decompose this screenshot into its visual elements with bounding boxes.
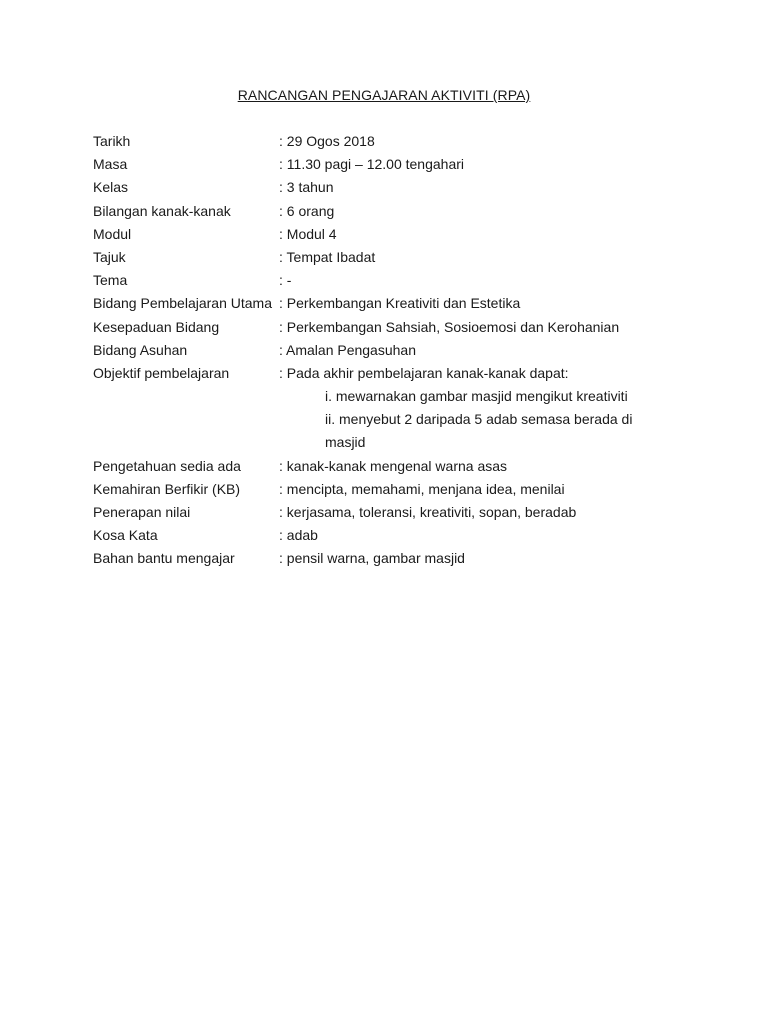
field-value: : mencipta, memahami, menjana idea, menilai bbox=[279, 480, 565, 497]
objective-item bbox=[93, 409, 713, 432]
field-label: Kelas bbox=[93, 179, 129, 196]
objective-item-continuation bbox=[93, 432, 713, 455]
field-label: Modul bbox=[93, 225, 132, 242]
field-row-kemahiran bbox=[93, 479, 713, 502]
field-label: Kosa Kata bbox=[93, 527, 158, 544]
field-label: Masa bbox=[93, 156, 128, 173]
field-row-penerapan bbox=[93, 502, 713, 525]
objective-text: i. mewarnakan gambar masjid mengikut kreativiti bbox=[325, 388, 628, 405]
field-row-kosa-kata bbox=[93, 525, 713, 548]
field-row-modul bbox=[93, 224, 713, 247]
field-value: : Amalan Pengasuhan bbox=[279, 341, 416, 358]
field-row-pengetahuan bbox=[93, 456, 713, 479]
field-row-tema bbox=[93, 270, 713, 293]
field-row-bidang-utama bbox=[93, 293, 713, 316]
field-value: : kerjasama, toleransi, kreativiti, sopan, beradab bbox=[279, 504, 577, 520]
field-value: : adab bbox=[279, 527, 318, 544]
field-row-bahan-bantu bbox=[93, 548, 713, 571]
field-value: : Modul 4 bbox=[279, 225, 337, 242]
document-title: RANCANGAN PENGAJARAN AKTIVITI (RPA) bbox=[237, 87, 531, 103]
field-row-masa bbox=[93, 154, 713, 177]
field-value: : 29 Ogos 2018 bbox=[279, 133, 375, 149]
field-label: Penerapan nilai bbox=[93, 504, 191, 520]
objective-text: masjid bbox=[325, 434, 366, 451]
field-label: Bidang Pembelajaran Utama bbox=[93, 295, 272, 312]
field-row-objektif bbox=[93, 363, 713, 386]
field-row-kesepaduan bbox=[93, 317, 713, 340]
objective-text: ii. menyebut 2 daripada 5 adab semasa berada di bbox=[325, 411, 633, 428]
field-row-bidang-asuhan bbox=[93, 340, 713, 363]
field-value: : Perkembangan Kreativiti dan Estetika bbox=[279, 295, 521, 312]
field-label: Kemahiran Berfikir (KB) bbox=[93, 480, 241, 497]
field-value: : - bbox=[279, 272, 292, 289]
field-row-kelas bbox=[93, 177, 713, 200]
field-label: Tema bbox=[93, 272, 128, 289]
field-label: Objektif pembelajaran bbox=[93, 364, 230, 381]
field-value: : Perkembangan Sahsiah, Sosioemosi dan Kerohanian bbox=[279, 318, 620, 335]
field-row-tajuk bbox=[93, 247, 713, 270]
field-label: Kesepaduan Bidang bbox=[93, 318, 220, 335]
field-value: : 6 orang bbox=[279, 202, 335, 219]
lesson-plan-fields bbox=[93, 131, 713, 572]
objective-item bbox=[93, 386, 713, 409]
field-label: Bilangan kanak-kanak bbox=[93, 202, 231, 219]
field-value: : 3 tahun bbox=[279, 179, 334, 196]
field-label: Tarikh bbox=[93, 133, 131, 149]
field-value: : Pada akhir pembelajaran kanak-kanak dapat: bbox=[279, 364, 569, 381]
field-row-bilangan bbox=[93, 201, 713, 224]
field-value: : Tempat Ibadat bbox=[279, 248, 376, 265]
field-label: Pengetahuan sedia ada bbox=[93, 457, 241, 474]
field-label: Tajuk bbox=[93, 248, 126, 265]
field-value: : 11.30 pagi – 12.00 tengahari bbox=[279, 156, 465, 173]
field-value: : pensil warna, gambar masjid bbox=[279, 550, 465, 567]
field-label: Bidang Asuhan bbox=[93, 341, 188, 358]
field-value: : kanak-kanak mengenal warna asas bbox=[279, 457, 508, 474]
field-row-tarikh bbox=[93, 131, 713, 154]
field-label: Bahan bantu mengajar bbox=[93, 550, 235, 567]
